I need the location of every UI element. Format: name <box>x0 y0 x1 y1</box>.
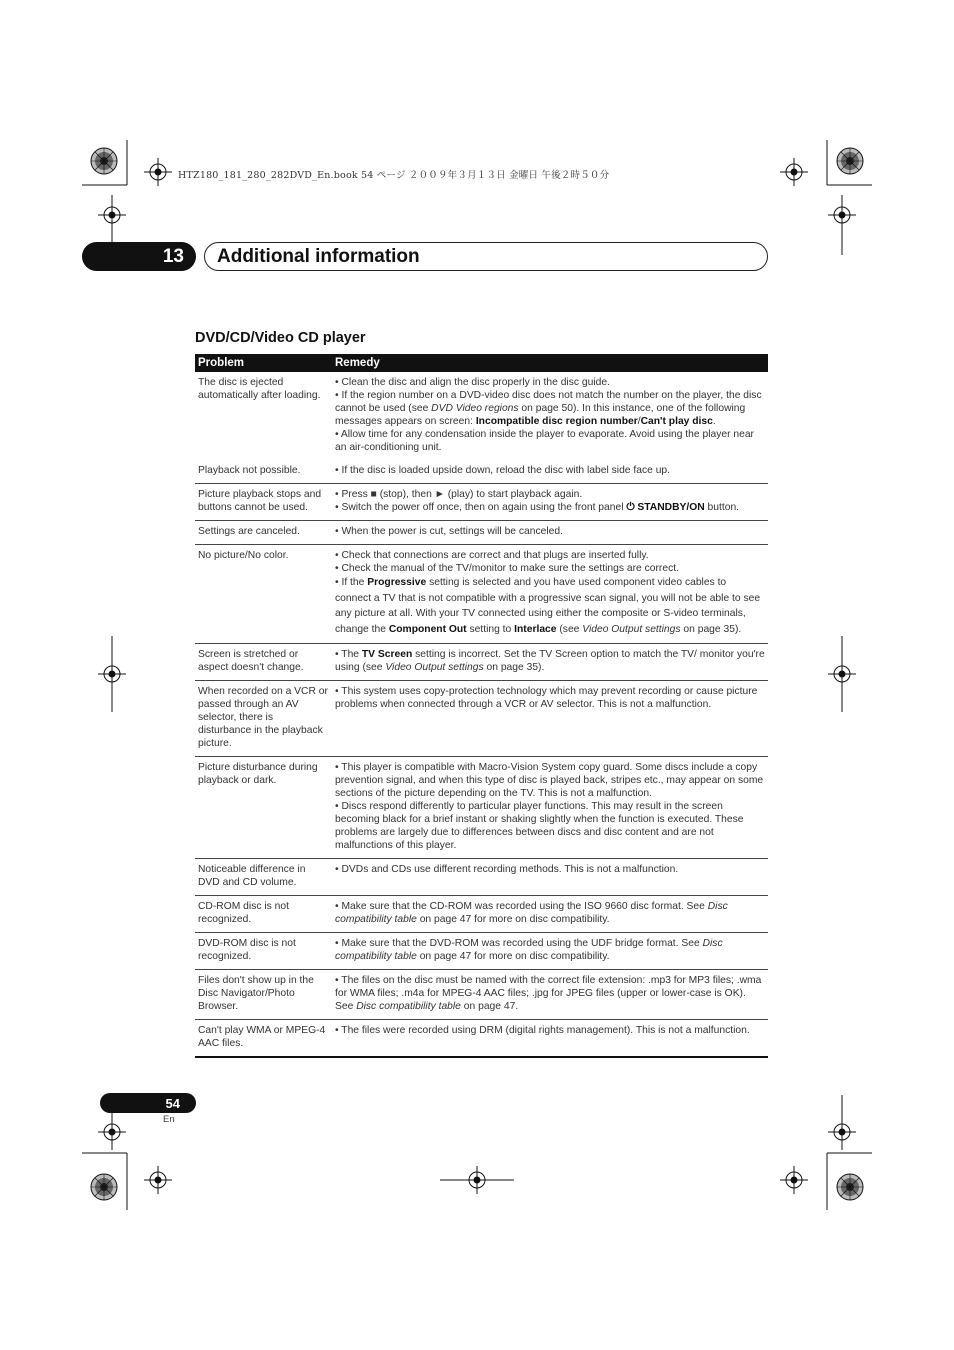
remedy-text: • When the power is cut, settings will be canceled. <box>335 526 563 537</box>
remedy-text: • Press ■ (stop), then ► (play) to start playback again. <box>335 489 583 500</box>
remedy-text: • If the region number on a DVD-video disc does not match the number on the player, the disc cannot be used (see <box>335 390 762 414</box>
remedy-text: setting to <box>466 623 515 635</box>
remedy-text: • Check the manual of the TV/monitor to make sure the settings are correct. <box>335 563 679 574</box>
remedy-text: (see <box>556 623 583 635</box>
problem-cell: When recorded on a VCR or passed through an AV selector, there is disturbance in the playback picture. <box>195 681 332 757</box>
bold-term: Progressive <box>367 577 427 588</box>
remedy-text: . <box>712 416 716 427</box>
remedy-text: • If the disc is loaded upside down, reload the disc with label side face up. <box>335 465 671 476</box>
remedy-item <box>335 501 765 514</box>
remedy-text: • Clean the disc and align the disc properly in the disc guide. <box>335 377 610 388</box>
remedy-text: • Check that connections are correct and that plugs are inserted fully. <box>335 550 649 561</box>
remedy-text: / <box>637 416 641 427</box>
problem-cell: Noticeable difference in DVD and CD volume. <box>195 859 332 896</box>
problem-cell: CD-ROM disc is not recognized. <box>195 896 332 933</box>
remedy-cell <box>332 372 768 460</box>
remedy-text: on page 50). In this instance, one of the following messages appears on screen: <box>335 403 746 427</box>
remedy-text: • This system uses copy-protection technology which may prevent recording or cause picture problems when connected through a VCR or AV selector. This is not a malfunction. <box>335 686 758 710</box>
remedy-text: • Discs respond differently to particular player functions. This may result in the screen becoming black for a brief instant or shaking slightly when the function is executed. These problems are largely due to differences between discs and disc content and are not malfunctions of this player. <box>335 801 744 851</box>
table-row <box>195 896 768 933</box>
remedy-text: • Allow time for any condensation inside the player to evaporate. Avoid using the player near an air-conditioning unit. <box>335 429 754 453</box>
problem-cell: Picture disturbance during playback or dark. <box>195 757 332 859</box>
remedy-item <box>335 389 765 428</box>
remedy-item <box>335 575 765 637</box>
remedy-cell <box>332 896 768 933</box>
table-row <box>195 521 768 545</box>
table-row <box>195 757 768 859</box>
bold-term: TV Screen <box>361 649 413 660</box>
remedy-item <box>335 525 765 538</box>
print-header: HTZ180_181_280_282DVD_En.book 54 ページ ２００９年３月１３日 金曜日 午後２時５０分 <box>178 170 610 181</box>
problem-cell: DVD-ROM disc is not recognized. <box>195 933 332 970</box>
table-row <box>195 372 768 460</box>
cross-reference: Disc compatibility table <box>335 901 728 925</box>
table-row <box>195 460 768 484</box>
table-row <box>195 1020 768 1058</box>
remedy-text: • The files on the disc must be named with the correct file extension: .mp3 for MP3 files; .wma for WMA files; .m4a for MPEG-4 AAC files; .jpg for JPEG files (upper or lower-case is OK). See <box>335 975 762 1012</box>
table-header-row <box>195 354 768 372</box>
table-row <box>195 545 768 644</box>
remedy-text: on page 47 for more on disc compatibility. <box>416 914 610 925</box>
remedy-text: button. <box>704 502 740 513</box>
remedy-cell <box>332 681 768 757</box>
page-number-badge: 54 <box>100 1093 196 1113</box>
remedy-cell <box>332 970 768 1020</box>
problem-cell: Files don't show up in the Disc Navigator/Photo Browser. <box>195 970 332 1020</box>
bold-term: Can't play disc <box>640 416 713 427</box>
remedy-text: • This player is compatible with Macro-Vision System copy guard. Some discs include a copy prevention signal, and when this type of disc is played back, stripes etc., may appear on some sections of the picture depending on the TV. This is not a malfunction. <box>335 762 764 799</box>
remedy-cell <box>332 644 768 681</box>
remedy-cell <box>332 484 768 521</box>
chapter-title: Additional information <box>204 242 768 271</box>
table-row <box>195 644 768 681</box>
remedy-item <box>335 900 765 926</box>
remedy-text: • The <box>335 649 362 660</box>
table-row <box>195 681 768 757</box>
remedy-item <box>335 800 765 852</box>
bold-term: Component Out <box>388 623 467 635</box>
remedy-item <box>335 937 765 963</box>
remedy-item <box>335 648 765 674</box>
remedy-text: on page 35). <box>483 662 545 673</box>
cross-reference: Disc compatibility table <box>356 1001 461 1012</box>
table-row <box>195 933 768 970</box>
remedy-item <box>335 863 765 876</box>
cross-reference: Video Output settings <box>582 623 681 635</box>
remedy-item <box>335 562 765 575</box>
table-body <box>195 372 768 1057</box>
remedy-text: setting is incorrect. Set the TV Screen option to match the TV/ monitor you're using (see <box>335 649 765 673</box>
remedy-text: • Make sure that the DVD-ROM was recorded using the UDF bridge format. See <box>335 938 703 949</box>
remedy-item <box>335 974 765 1013</box>
language-code: En <box>163 1114 175 1125</box>
remedy-cell <box>332 521 768 545</box>
bold-term: Incompatible disc region number <box>475 416 638 427</box>
problem-cell: Playback not possible. <box>198 465 301 476</box>
problem-cell: Screen is stretched or aspect doesn't change. <box>195 644 332 681</box>
remedy-text: • Switch the power off once, then on again using the front panel <box>335 502 627 513</box>
remedy-text: on page 35). <box>680 623 742 635</box>
remedy-item <box>335 1024 765 1037</box>
troubleshooting-table <box>195 354 768 1058</box>
remedy-cell <box>332 545 768 644</box>
problem-column-header: Problem <box>195 354 332 372</box>
remedy-cell <box>332 933 768 970</box>
problem-cell: Settings are canceled. <box>195 521 332 545</box>
problem-cell: No picture/No color. <box>195 545 332 644</box>
remedy-item <box>335 428 765 454</box>
remedy-text: • Make sure that the CD-ROM was recorded using the ISO 9660 disc format. See <box>335 901 708 912</box>
chapter-number-badge: 13 <box>82 242 196 271</box>
problem-cell: Can't play WMA or MPEG-4 AAC files. <box>195 1020 332 1058</box>
table-row <box>195 484 768 521</box>
remedy-text: on page 47. <box>460 1001 519 1012</box>
remedy-item <box>335 549 765 562</box>
remedy-cell <box>332 1020 768 1058</box>
cross-reference: Video Output settings <box>385 662 484 673</box>
problem-cell: Picture playback stops and buttons cannot be used. <box>195 484 332 521</box>
cross-reference: DVD Video regions <box>431 403 519 414</box>
remedy-cell <box>332 460 768 484</box>
remedy-text: on page 47 for more on disc compatibility. <box>416 951 610 962</box>
remedy-cell <box>332 859 768 896</box>
cross-reference: Disc compatibility table <box>335 938 723 962</box>
table-row <box>195 970 768 1020</box>
remedy-column-header: Remedy <box>332 354 768 372</box>
remedy-text: setting is selected and you have used component video cables to connect a TV that is not compatible with a progressive scan signal, you will not be able to see any picture at all. With your TV connected using either the composite or S-video terminals, change the <box>335 577 761 635</box>
table-row <box>195 859 768 896</box>
remedy-item <box>335 685 765 711</box>
remedy-item <box>335 464 765 477</box>
bold-term: Interlace <box>514 623 557 635</box>
remedy-item <box>335 376 765 389</box>
remedy-text: • The files were recorded using DRM (digital rights management). This is not a malfunction. <box>335 1025 750 1036</box>
section-title: DVD/CD/Video CD player <box>195 330 366 346</box>
bold-term: ⏻ STANDBY/ON <box>626 502 705 513</box>
problem-cell: The disc is ejected automatically after loading. <box>198 377 321 401</box>
remedy-text: • DVDs and CDs use different recording methods. This is not a malfunction. <box>335 864 679 875</box>
remedy-item <box>335 761 765 800</box>
remedy-text: • If the <box>335 577 368 588</box>
remedy-item <box>335 488 765 501</box>
remedy-cell <box>332 757 768 859</box>
